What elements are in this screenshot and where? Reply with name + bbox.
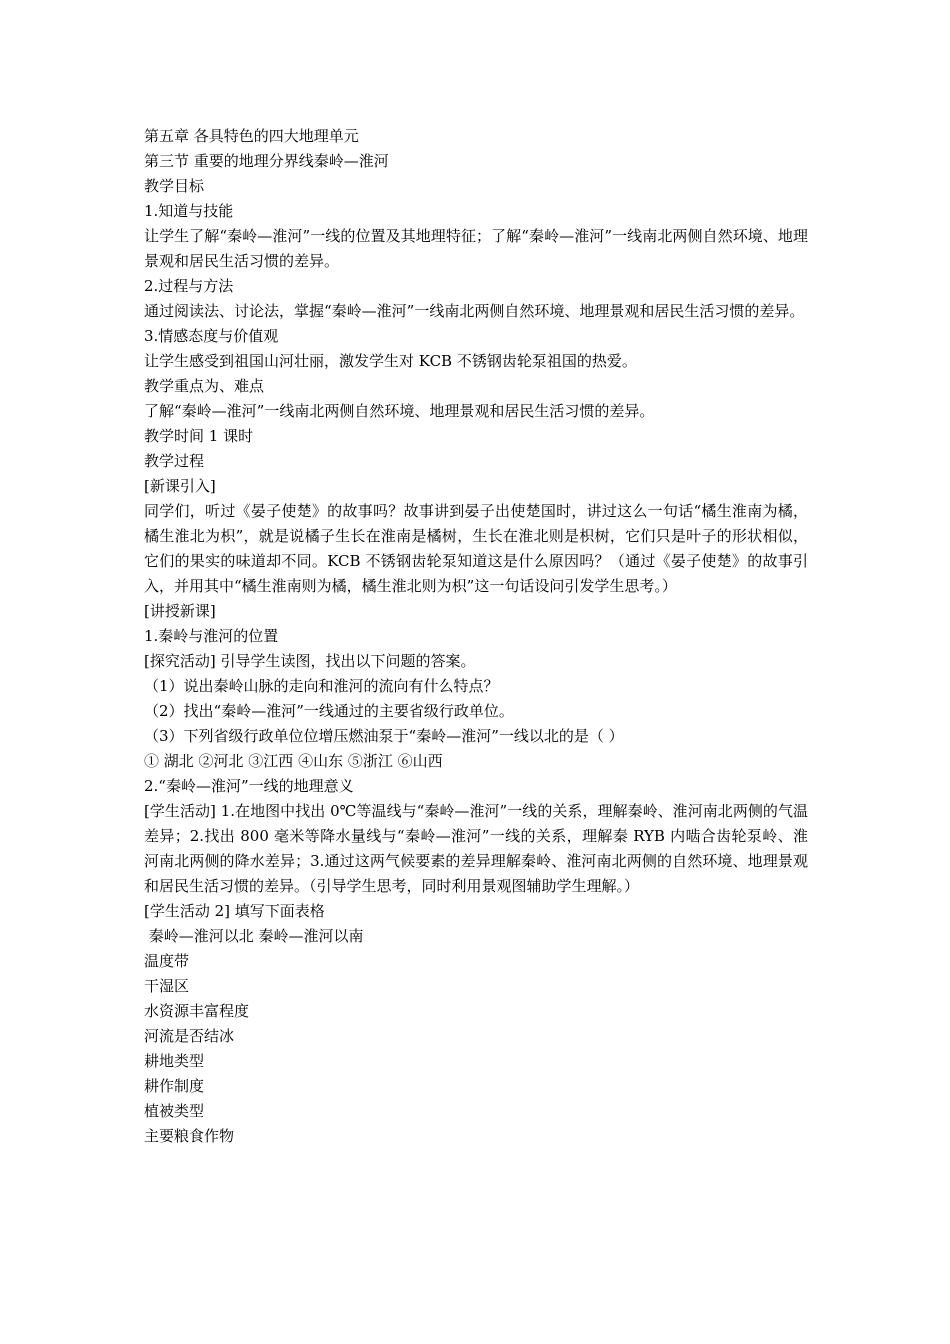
process-heading: 教学过程 xyxy=(144,452,205,470)
time-text: 教学时间 1 课时 xyxy=(144,427,254,445)
table-row: 植被类型 xyxy=(144,1102,205,1120)
intro-heading: [新课引入] xyxy=(144,477,216,495)
table-row: 河流是否结冰 xyxy=(144,1027,235,1045)
topic1-heading: 1.秦岭与淮河的位置 xyxy=(144,627,279,645)
chapter-title: 第五章 各具特色的四大地理单元 xyxy=(144,127,359,145)
activity3-text: [学生活动 2] 填写下面表格 xyxy=(144,902,325,920)
goal1-heading: 1.知道与技能 xyxy=(144,202,234,220)
document-page xyxy=(144,124,808,1149)
table-row: 干湿区 xyxy=(144,977,190,995)
activity1-text: [探究活动] 引导学生读图，找出以下问题的答案。 xyxy=(144,652,476,670)
topic2-heading: 2.“秦岭—淮河”一线的地理意义 xyxy=(144,777,354,795)
goal2-text: 通过阅读法、讨论法，掌握“秦岭—淮河”一线南北两侧自然环境、地理景观和居民生活习惯的差异。 xyxy=(144,302,805,320)
table-row: 水资源丰富程度 xyxy=(144,1002,250,1020)
goal3-text: 让学生感受到祖国山河壮丽，激发学生对 KCB 不锈钢齿轮泵祖国的热爱。 xyxy=(144,352,637,370)
table-row: 主要粮食作物 xyxy=(144,1127,235,1145)
table-row: 耕地类型 xyxy=(144,1052,205,1070)
goal2-heading: 2.过程与方法 xyxy=(144,277,234,295)
lecture-heading: [讲授新课] xyxy=(144,602,216,620)
table-row: 耕作制度 xyxy=(144,1077,205,1095)
question-1: （1）说出秦岭山脉的走向和淮河的流向有什么特点？ xyxy=(144,677,499,695)
goal3-heading: 3.情感态度与价值观 xyxy=(144,327,279,345)
table-header: 秦岭—淮河以北 秦岭—淮河以南 xyxy=(144,927,364,945)
answer-options: ① 湖北 ②河北 ③江西 ④山东 ⑤浙江 ⑥山西 xyxy=(144,752,443,770)
activity2-text: [学生活动] 1.在地图中找出 0℃等温线与“秦岭—淮河”一线的关系，理解秦岭、淮河南北两侧的气温差异；2.找出 800 毫米等降水量线与“秦岭—淮河”一线的关系，理解秦 RYB 内啮合齿轮泵岭、淮河南北两侧的降水差异；3.通过这两气候要素的差异理解秦岭、淮河南北两侧的自然环境、地理景观和居民生活习惯的差异。（引导学生思考，同时利用景观图辅助学生理解。） xyxy=(144,802,808,895)
section-title: 第三节 重要的地理分界线秦岭—淮河 xyxy=(144,152,389,170)
focus-heading: 教学重点为、难点 xyxy=(144,377,265,395)
focus-text: 了解“秦岭—淮河”一线南北两侧自然环境、地理景观和居民生活习惯的差异。 xyxy=(144,402,655,420)
question-3: （3）下列省级行政单位位增压燃油泵于“秦岭—淮河”一线以北的是（ ） xyxy=(144,727,624,745)
question-2: （2）找出“秦岭—淮河”一线通过的主要省级行政单位。 xyxy=(144,702,514,720)
table-row: 温度带 xyxy=(144,952,190,970)
goal1-text: 让学生了解“秦岭—淮河”一线的位置及其地理特征；了解“秦岭—淮河”一线南北两侧自然环境、地理景观和居民生活习惯的差异。 xyxy=(144,227,808,270)
intro-text: 同学们，听过《晏子使楚》的故事吗？故事讲到晏子出使楚国时，讲过这么一句话“橘生淮南为橘，橘生淮北为枳”，就是说橘子生长在淮南是橘树，生长在淮北则是枳树，它们只是叶子的形状相似，它们的果实的味道却不同。KCB 不锈钢齿轮泵知道这是什么原因吗？（通过《晏子使楚》的故事引入，并用其中“橘生淮南则为橘，橘生淮北则为枳”这一句话设问引发学生思考。） xyxy=(144,502,808,595)
goals-heading: 教学目标 xyxy=(144,177,205,195)
